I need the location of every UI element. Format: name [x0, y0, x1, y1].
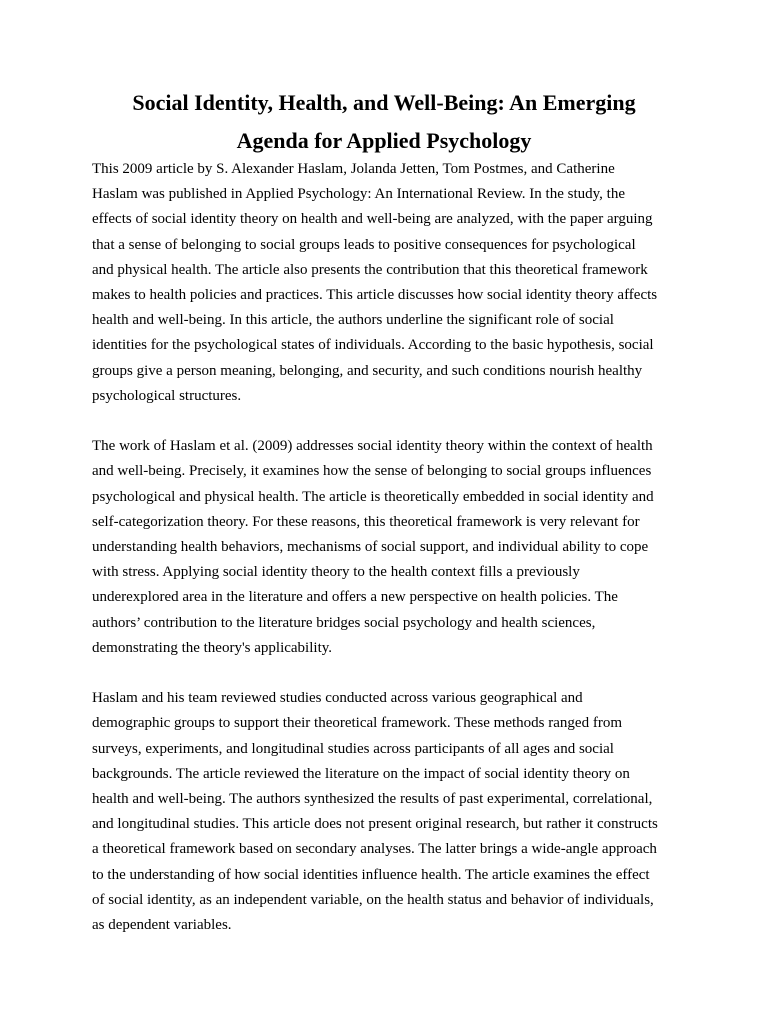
paragraph-2: The work of Haslam et al. (2009) addresses social identity theory within the context of health and well-being. Precisely, it examines how the sense of belonging to social groups influences psychological and physical health. The article is theoretically embedded in social identity and self-categorization theory. For these reasons, this theoretical framework is very relevant for understanding health behaviors, mechanisms of social support, and individual ability to cope with stress. Applying social identity theory to the health context fills a previously underexplored area in the literature and offers a new perspective on health policies. The authors’ contribution to the literature bridges social psychology and health sciences, demonstrating the theory's applicability.: [92, 438, 654, 656]
document-title: Social Identity, Health, and Well-Being: An Emerging Agenda for Applied Psychology: [132, 90, 636, 153]
paragraph-1: This 2009 article by S. Alexander Haslam, Jolanda Jetten, Tom Postmes, and Catherine Haslam was published in Applied Psychology: An International Review. In the study, the effects of social identity theory on health and well-being are analyzed, with the paper arguing that a sense of belonging to social groups leads to positive consequences for psychological and physical health. The article also presents the contribution that this theoretical framework makes to health policies and practices. This article discusses how social identity theory affects health and well-being. In this article, the authors underline the significant role of social identities for the psychological states of individuals. According to the basic hypothesis, social groups give a person meaning, belonging, and security, and such conditions nourish healthy psychological structures.: [92, 161, 658, 404]
paragraph-3: Haslam and his team reviewed studies conducted across various geographical and demographic groups to support their theoretical framework. These methods ranged from surveys, experiments, and longitudinal studies across participants of all ages and social backgrounds. The article reviewed the literature on the impact of social identity theory on health and well-being. The authors synthesized the results of past experimental, correlational, and longitudinal studies. This article does not present original research, but rather it constructs a theoretical framework based on secondary analyses. The latter brings a wide-angle approach to the understanding of how social identities influence health. The article examines the effect of social identity, as an independent variable, on the health status and behavior of individuals, as dependent variables.: [92, 690, 658, 934]
document-body: [92, 157, 682, 963]
